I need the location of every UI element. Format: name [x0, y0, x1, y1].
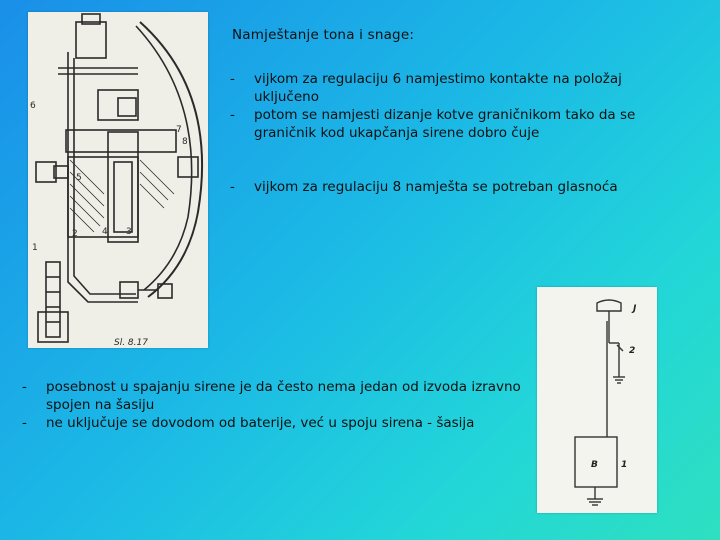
horn-label-8: 8 [182, 137, 188, 147]
bullet-text: - vijkom za regulaciju 8 namješta se potreban glasnoća [254, 179, 618, 195]
horn-circuit-drawing [537, 287, 657, 513]
bullet-text: - potom se namjesti dizanje kotve graničnikom tako da se graničnik kod ukapčanja sirene dobro čuje [254, 107, 636, 141]
circuit-label-b: B [591, 460, 598, 470]
horn-label-4: 4 [102, 227, 108, 237]
bullet-text: - ne uključuje se dovodom od baterije, već u spoju sirena - šasija [46, 415, 475, 431]
horn-drawing-svg [28, 12, 208, 348]
list-item [22, 378, 522, 414]
horn-label-1: 1 [32, 243, 38, 253]
horn-label-6: 6 [30, 101, 36, 111]
top-bullet-list [230, 70, 670, 142]
horn-label-7: 7 [176, 125, 182, 135]
middle-bullet-list [230, 178, 670, 196]
circuit-drawing-svg [537, 287, 657, 513]
list-item [230, 106, 670, 142]
bullet-text: - posebnost u spajanju sirene je da često nema jedan od izvoda izravno spojen na šasiju [46, 379, 521, 413]
bottom-bullet-list [22, 378, 522, 432]
slide-title: Namještanje tona i snage: [232, 27, 415, 43]
list-item [230, 70, 670, 106]
list-item [22, 414, 522, 432]
bullet-text: - vijkom za regulaciju 6 namjestimo kontakte na položaj uključeno [254, 71, 622, 105]
circuit-label-j: J [633, 304, 637, 314]
circuit-label-1: 1 [621, 460, 628, 470]
horn-label-3: 3 [126, 227, 132, 237]
circuit-label-2: 2 [629, 346, 636, 356]
horn-figure-caption: Sl. 8.17 [114, 338, 148, 348]
horn-label-2: 2 [72, 229, 78, 239]
list-item [230, 178, 670, 196]
horn-label-5: 5 [76, 173, 82, 183]
horn-cross-section-drawing [28, 12, 208, 348]
